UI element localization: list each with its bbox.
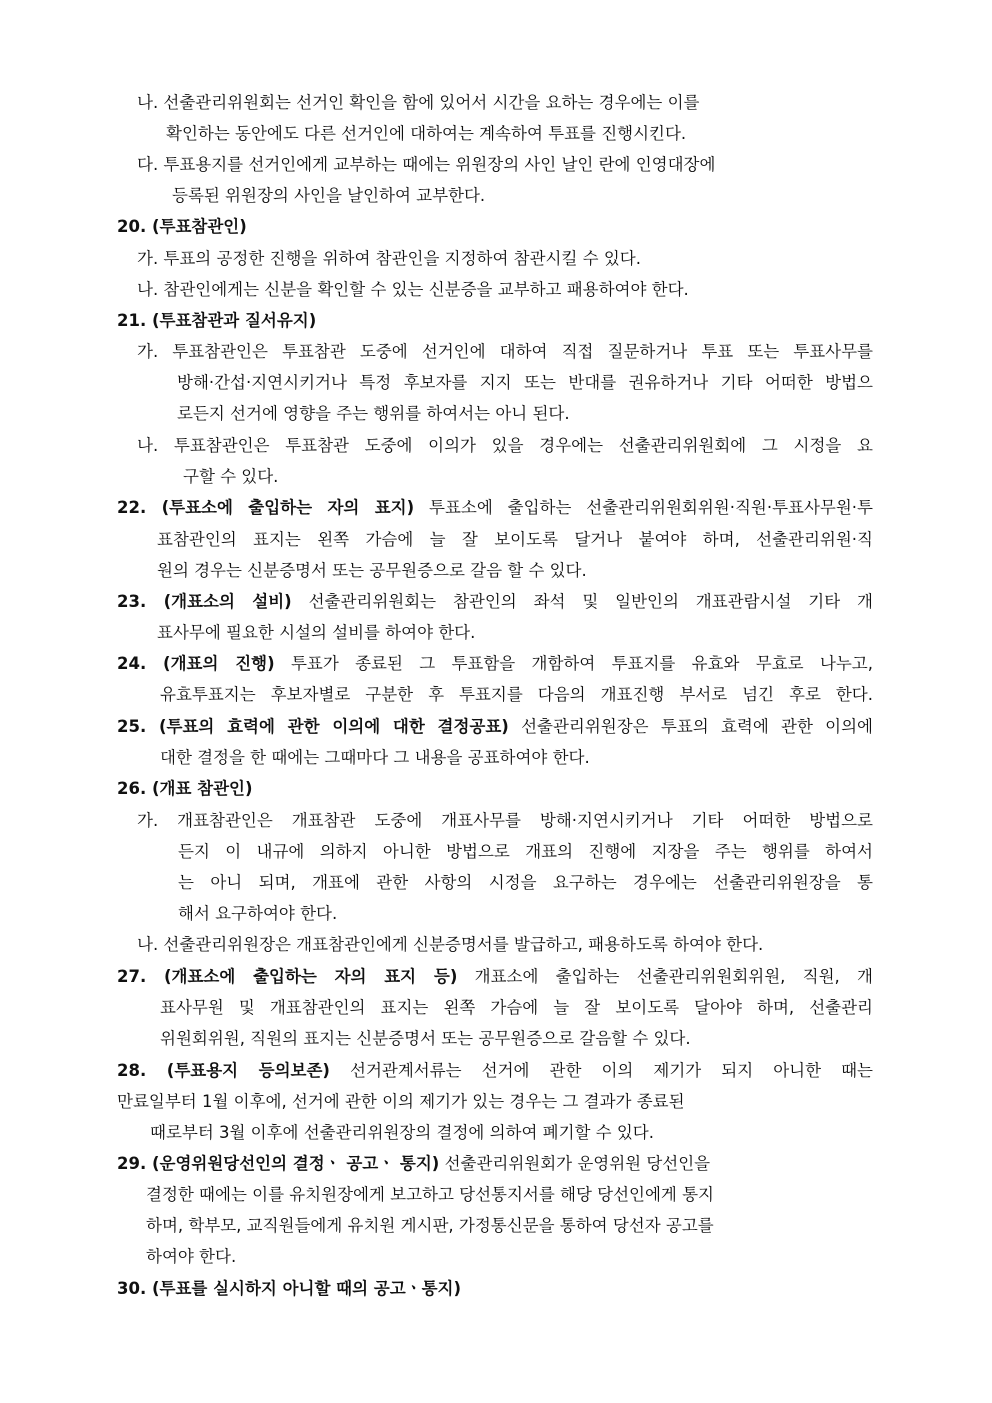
- section-title: 25. (투표의 효력에 관한 이의에 대한 결정공표): [117, 717, 509, 736]
- text-line: 하여야 한다.: [146, 1247, 237, 1266]
- text-line: 표참관인의 표지는 왼쪽 가슴에 늘 잘 보이도록 달거나 붙여야 하며, 선출관리위원·직: [157, 530, 873, 549]
- text-line: 하며, 학부모, 교직원들에게 유치원 게시판, 가정통신문을 통하여 당선자 공고를: [146, 1216, 714, 1235]
- section-title: 23. (개표소의 설비): [117, 592, 292, 611]
- text-line: 확인하는 동안에도 다른 선거인에 대하여는 계속하여 투표를 진행시킨다.: [166, 124, 687, 143]
- section-text: 선거관계서류는 선거에 관한 이의 제기가 되지 아니한 때는: [329, 1061, 873, 1080]
- section-text: 선출관리위원회는 참관인의 좌석 및 일반인의 개표관람시설 기타 개: [291, 592, 873, 611]
- text-line: 나. 선출관리위원장은 개표참관인에게 신분증명서를 발급하고, 패용하도록 하여야 한다.: [137, 935, 764, 954]
- section-title: 27. (개표소에 출입하는 자의 표지 등): [117, 967, 458, 986]
- section-heading-20: [117, 216, 247, 238]
- section-heading-26: [117, 778, 253, 800]
- text-line: 표사무원 및 개표참관인의 표지는 왼쪽 가슴에 늘 잘 보이도록 달아야 하며, 선출관리: [160, 998, 873, 1017]
- text-line: 나. 투표참관인은 투표참관 도중에 이의가 있을 경우에는 선출관리위원회에 그 시정을 요: [137, 436, 873, 455]
- text-line: 는 아니 되며, 개표에 관한 사항의 시정을 요구하는 경우에는 선출관리위원장을 통: [178, 873, 873, 892]
- section-text: 투표가 종료된 그 투표함을 개함하여 투표지를 유효와 무효로 나누고,: [274, 654, 873, 673]
- text-line: 나. 참관인에게는 신분을 확인할 수 있는 신분증을 교부하고 패용하여야 한다.: [137, 280, 689, 299]
- section-title: 29. (운영위원당선인의 결정ㆍ 공고ㆍ 통지): [117, 1154, 440, 1173]
- section-29: [117, 1153, 710, 1175]
- text-line: 다. 투표용지를 선거인에게 교부하는 때에는 위원장의 사인 날인 란에 인영대장에: [137, 155, 716, 174]
- text-line: 가. 투표의 공정한 진행을 위하여 참관인을 지정하여 참관시킬 수 있다.: [137, 249, 641, 268]
- text-line: 표사무에 필요한 시설의 설비를 하여야 한다.: [157, 623, 476, 642]
- text-line: 원의 경우는 신분증명서 또는 공무원증으로 갈음 할 수 있다.: [157, 561, 587, 580]
- text-line: 위원회위원, 직원의 표지는 신분증명서 또는 공무원증으로 갈음할 수 있다.: [160, 1029, 691, 1048]
- section-25: [117, 716, 873, 738]
- section-heading-21: [117, 310, 316, 332]
- section-text: 투표소에 출입하는 선출관리위원회위원·직원·투표사무원·투: [414, 498, 873, 517]
- text-line: 등록된 위원장의 사인을 날인하여 교부한다.: [172, 186, 486, 205]
- section-text: 선출관리위원장은 투표의 효력에 관한 이의에: [508, 717, 873, 736]
- text-line: 든지 이 내규에 의하지 아니한 방법으로 개표의 진행에 지장을 주는 행위를 하여서: [178, 842, 873, 861]
- text-line: 유효투표지는 후보자별로 구분한 후 투표지를 다음의 개표진행 부서로 넘긴 후로 한다.: [160, 685, 873, 704]
- text-line: 만료일부터 1월 이후에, 선거에 관한 이의 제기가 있는 경우는 그 결과가 종료된: [117, 1092, 685, 1111]
- section-title: 20. (투표참관인): [117, 217, 247, 236]
- section-22: [117, 497, 873, 519]
- section-title: 30. (투표를 실시하지 아니할 때의 공고ㆍ통지): [117, 1279, 461, 1298]
- section-title: 22. (투표소에 출입하는 자의 표지): [117, 498, 415, 517]
- section-27: [117, 966, 873, 988]
- text-line: 로든지 선거에 영향을 주는 행위를 하여서는 아니 된다.: [177, 404, 570, 423]
- text-line: 결정한 때에는 이를 유치원장에게 보고하고 당선통지서를 해당 당선인에게 통지: [146, 1185, 714, 1204]
- section-text: 선출관리위원회가 운영위원 당선인을: [439, 1154, 711, 1173]
- text-line: 방해·간섭·지연시키거나 특정 후보자를 지지 또는 반대를 권유하거나 기타 어떠한 방법으: [177, 373, 873, 392]
- section-title: 28. (투표용지 등의보존): [117, 1061, 330, 1080]
- section-heading-30: [117, 1278, 461, 1300]
- text-line: 때로부터 3월 이후에 선출관리위원장의 결정에 의하여 폐기할 수 있다.: [150, 1123, 654, 1142]
- section-title: 26. (개표 참관인): [117, 779, 253, 798]
- section-28: [117, 1060, 873, 1082]
- text-line: 가. 투표참관인은 투표참관 도중에 선거인에 대하여 직접 질문하거나 투표 또는 투표사무를: [137, 342, 873, 361]
- section-title: 24. (개표의 진행): [117, 654, 275, 673]
- text-line: 해서 요구하여야 한다.: [178, 904, 338, 923]
- section-23: [117, 591, 873, 613]
- text-line: 가. 개표참관인은 개표참관 도중에 개표사무를 방해·지연시키거나 기타 어떠한 방법으로: [137, 811, 873, 830]
- text-line: 대한 결정을 한 때에는 그때마다 그 내용을 공표하여야 한다.: [160, 748, 590, 767]
- section-text: 개표소에 출입하는 선출관리위원회위원, 직원, 개: [457, 967, 873, 986]
- section-title: 21. (투표참관과 질서유지): [117, 311, 317, 330]
- text-line: 나. 선출관리위원회는 선거인 확인을 함에 있어서 시간을 요하는 경우에는 이를: [137, 93, 700, 112]
- section-24: [117, 653, 873, 675]
- text-line: 구할 수 있다.: [183, 467, 279, 486]
